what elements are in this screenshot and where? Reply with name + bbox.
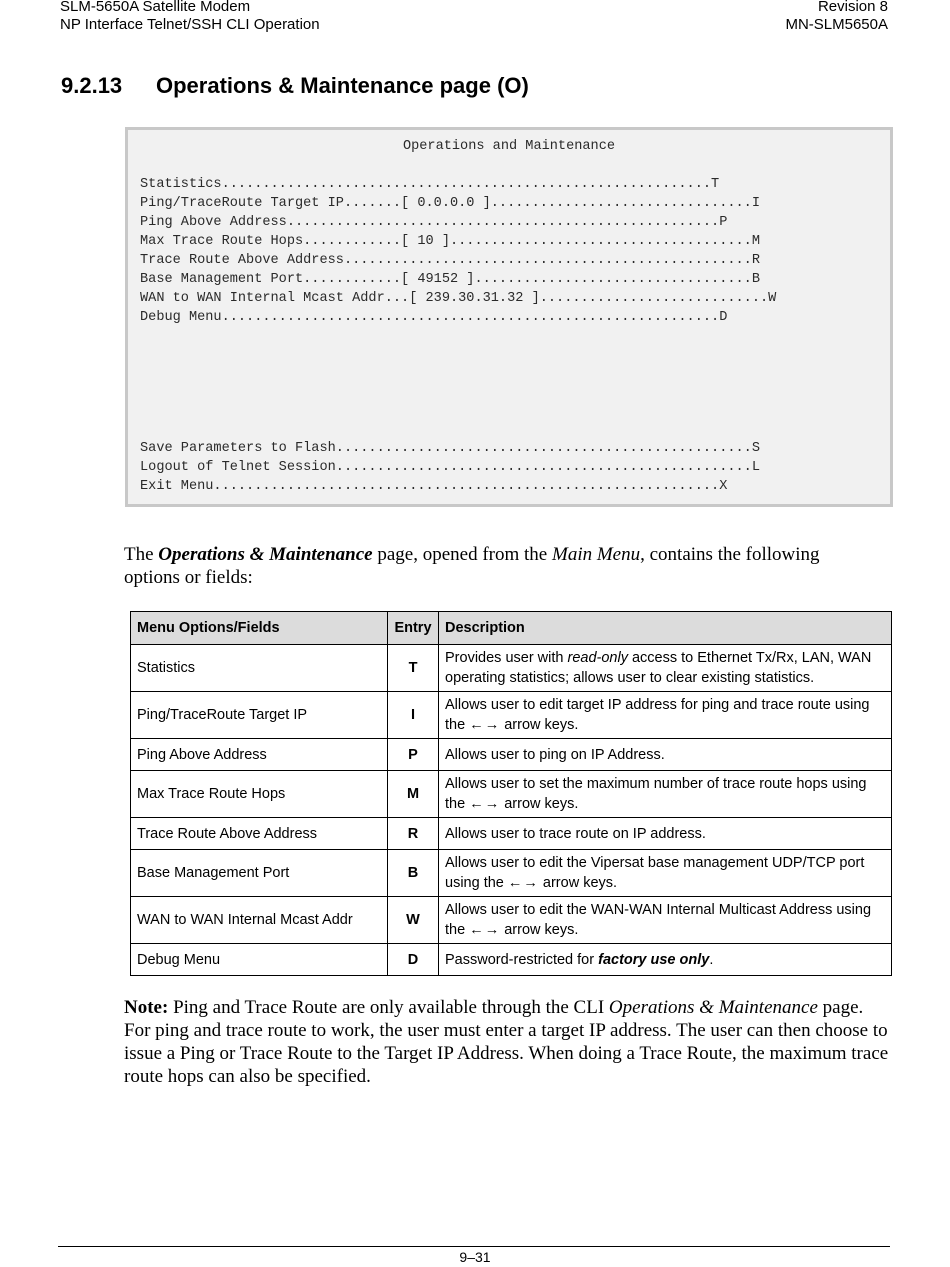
desc-text: arrow keys.	[500, 796, 579, 812]
menu-line-trace-route: Trace Route Above Address..................................................R	[140, 253, 760, 268]
section-heading	[61, 73, 529, 99]
arrow-keys-icon: ←→	[469, 922, 501, 938]
menu-line-base-port: Base Management Port............[ 49152 ]..................................B	[140, 272, 760, 287]
menu-line-max-hops: Max Trace Route Hops............[ 10 ].....................................M	[140, 234, 760, 249]
table-row	[131, 818, 892, 850]
intro-text-1: The	[124, 544, 159, 565]
desc-text: arrow keys.	[500, 922, 579, 938]
row-description	[439, 645, 892, 692]
running-header-right	[785, 0, 888, 34]
options-table	[130, 611, 892, 976]
cli-terminal-screenshot	[125, 127, 893, 507]
row-entry: P	[388, 739, 439, 771]
table-header-row	[131, 612, 892, 645]
table-row	[131, 645, 892, 692]
intro-text-3: , contains the following options or fields:	[124, 544, 820, 588]
row-field: Max Trace Route Hops	[131, 771, 388, 818]
row-description: Allows user to ping on IP Address.	[439, 739, 892, 771]
row-description: Allows user to trace route on IP address.	[439, 818, 892, 850]
desc-emphasis: factory use only	[598, 951, 710, 968]
row-description	[439, 771, 892, 818]
menu-line-ping-target-ip: Ping/TraceRoute Target IP.......[ 0.0.0.0 ]................................I	[140, 196, 760, 211]
note-paragraph	[124, 996, 894, 1088]
desc-text: Provides user with	[445, 650, 568, 666]
menu-line-exit: Exit Menu..............................................................X	[140, 479, 728, 494]
row-field: Trace Route Above Address	[131, 818, 388, 850]
desc-emphasis: read-only	[567, 650, 628, 666]
row-field: Ping/TraceRoute Target IP	[131, 692, 388, 739]
menu-line-save: Save Parameters to Flash...................................................S	[140, 441, 760, 456]
table-row	[131, 897, 892, 944]
desc-text: access to Ethernet Tx/Rx, LAN, WAN operating statistics; allows user to clear existing statistics.	[445, 650, 872, 686]
row-entry: M	[388, 771, 439, 818]
revision-label: Revision 8	[817, 0, 888, 15]
arrow-keys-icon: ←→	[469, 796, 501, 812]
intro-paragraph	[124, 543, 854, 589]
note-text-2: page. For ping and trace route to work, the user must enter a target IP address. The user can then choose to issue a Ping or Trace Route to the Target IP Address. When doing a Trace Route, the maximum trace route hops can also be specified.	[124, 997, 889, 1087]
row-field: Debug Menu	[131, 944, 388, 976]
row-description	[439, 850, 892, 897]
header-description: Description	[439, 612, 892, 645]
header-menu-options: Menu Options/Fields	[131, 612, 388, 645]
arrow-keys-icon: ←→	[469, 717, 501, 733]
note-label: Note:	[124, 997, 169, 1018]
section-number: 9.2.13	[61, 73, 123, 98]
desc-text: Allows user to set the maximum number of trace route hops using the	[445, 776, 867, 812]
row-field: Base Management Port	[131, 850, 388, 897]
page-number: 9–31	[459, 1249, 491, 1265]
table-row	[131, 944, 892, 976]
menu-line-debug: Debug Menu.............................................................D	[140, 310, 728, 325]
row-entry: T	[388, 645, 439, 692]
desc-text: Allows user to edit the WAN-WAN Internal Multicast Address using the	[445, 902, 872, 938]
desc-text: arrow keys.	[538, 875, 618, 891]
arrow-keys-icon: ←→	[507, 875, 539, 891]
table-row	[131, 771, 892, 818]
running-header-left	[60, 0, 320, 34]
intro-main-menu: Main Menu	[552, 544, 641, 565]
row-entry: D	[388, 944, 439, 976]
row-entry: R	[388, 818, 439, 850]
terminal-menu-title: Operations and Maintenance	[402, 139, 616, 154]
menu-line-statistics: Statistics............................................................T	[140, 177, 720, 192]
desc-text: Password-restricted for	[445, 951, 599, 968]
row-description	[439, 897, 892, 944]
desc-text: Allows user to edit the Vipersat base management UDP/TCP port using the	[445, 855, 865, 891]
row-entry: B	[388, 850, 439, 897]
note-page-name: Operations & Maintenance	[608, 997, 818, 1018]
menu-line-logout: Logout of Telnet Session...................................................L	[140, 460, 760, 475]
row-entry: W	[388, 897, 439, 944]
desc-text: Allows user to edit target IP address for ping and trace route using the	[445, 697, 870, 733]
menu-line-mcast-addr: WAN to WAN Internal Mcast Addr...[ 239.30.31.32 ]............................W	[140, 291, 777, 306]
footer-divider	[58, 1246, 890, 1247]
table-row	[131, 692, 892, 739]
intro-text-2: page, opened from the	[372, 544, 552, 565]
desc-text: arrow keys.	[500, 717, 579, 733]
doc-title: SLM-5650A Satellite Modem	[60, 0, 251, 15]
row-description	[439, 944, 892, 976]
row-entry: I	[388, 692, 439, 739]
header-entry: Entry	[388, 612, 439, 645]
chapter-title: NP Interface Telnet/SSH CLI Operation	[60, 16, 320, 33]
manual-number: MN-SLM5650A	[785, 16, 888, 33]
row-field: WAN to WAN Internal Mcast Addr	[131, 897, 388, 944]
table-row	[131, 739, 892, 771]
menu-line-ping-above: Ping Above Address.....................................................P	[140, 215, 728, 230]
desc-text: .	[709, 951, 714, 968]
section-title: Operations & Maintenance page (O)	[156, 73, 529, 98]
note-text-1: Ping and Trace Route are only available through the CLI	[168, 997, 609, 1018]
row-field: Statistics	[131, 645, 388, 692]
row-field: Ping Above Address	[131, 739, 388, 771]
table-row	[131, 850, 892, 897]
row-description	[439, 692, 892, 739]
intro-page-name: Operations & Maintenance	[158, 544, 373, 565]
